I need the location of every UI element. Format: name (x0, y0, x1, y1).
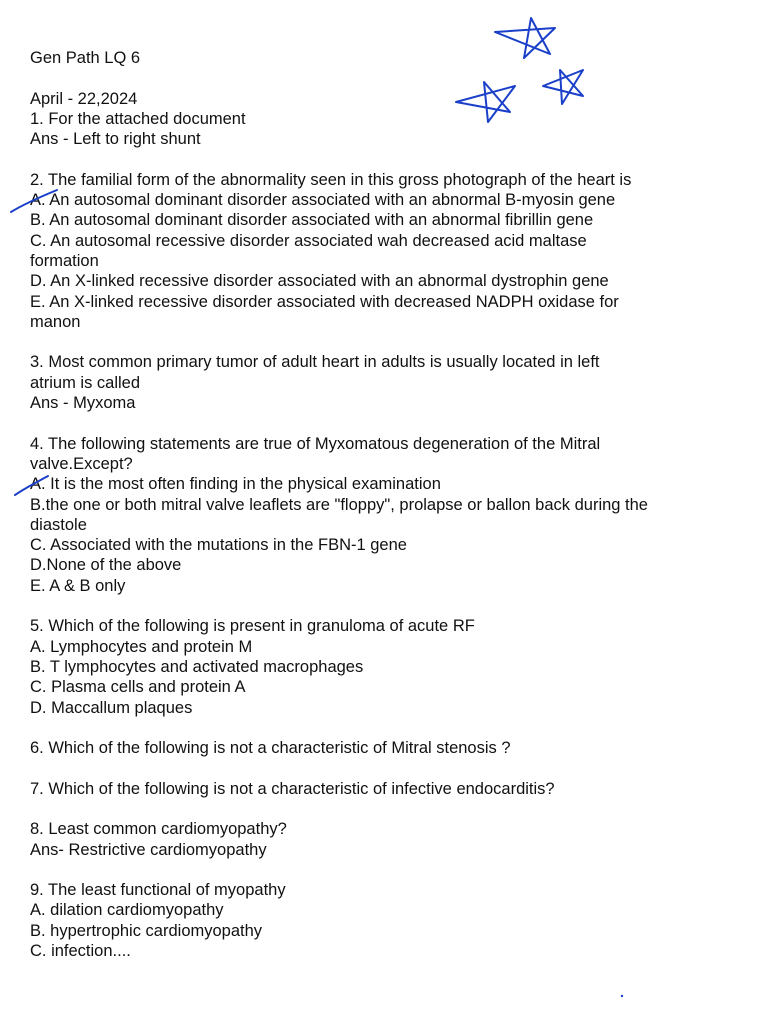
text-line: E. An X-linked recessive disorder associated with decreased NADPH oxidase for (30, 292, 619, 311)
text-line: Ans- Restrictive cardiomyopathy (30, 840, 267, 859)
text-line (30, 758, 750, 778)
text-line: 3. Most common primary tumor of adult heart in adults is usually located in left (30, 353, 600, 372)
text-line: D.None of the above (30, 556, 182, 575)
text-line (30, 596, 750, 616)
text-line: 9. The least functional of myopathy (30, 881, 286, 900)
text-line: atrium is called (30, 373, 141, 392)
text-line: B.the one or both mitral valve leaflets are "floppy", prolapse or ballon back during the (30, 495, 648, 514)
text-line: 1. For the attached document (30, 109, 246, 128)
text-line (30, 718, 750, 738)
text-line: formation (30, 251, 99, 270)
text-line: E. A & B only (30, 576, 126, 595)
text-line: B. T lymphocytes and activated macrophages (30, 657, 364, 676)
text-line: manon (30, 312, 81, 331)
text-line: 2. The familial form of the abnormality seen in this gross photograph of the heart is (30, 170, 632, 189)
document-date: April - 22,2024 (30, 89, 138, 108)
text-line: C. An autosomal recessive disorder associated wah decreased acid maltase (30, 231, 587, 250)
text-line: diastole (30, 515, 87, 534)
text-line: A. dilation cardiomyopathy (30, 901, 224, 920)
text-line (30, 860, 750, 880)
text-line (30, 332, 750, 352)
text-line (30, 149, 750, 169)
text-line: D. An X-linked recessive disorder associated with an abnormal dystrophin gene (30, 272, 609, 291)
text-line: 8. Least common cardiomyopathy? (30, 820, 287, 839)
text-line: A. It is the most often finding in the physical examination (30, 475, 441, 494)
text-line: C. infection.... (30, 942, 131, 961)
text-line: B. hypertrophic cardiomyopathy (30, 921, 263, 940)
text-line: D. Maccallum plaques (30, 698, 193, 717)
text-line: Ans - Myxoma (30, 394, 136, 413)
text-line: B. An autosomal dominant disorder associated with an abnormal fibrillin gene (30, 211, 594, 230)
document-page (30, 48, 750, 961)
text-line: A. Lymphocytes and protein M (30, 637, 253, 656)
text-line: 6. Which of the following is not a characteristic of Mitral stenosis ? (30, 739, 511, 758)
text-line: C. Associated with the mutations in the FBN-1 gene (30, 536, 407, 555)
text-line: 4. The following statements are true of Myxomatous degeneration of the Mitral (30, 434, 601, 453)
text-line: 7. Which of the following is not a characteristic of infective endocarditis? (30, 779, 555, 798)
ink-dot (621, 995, 623, 997)
text-line (30, 799, 750, 819)
text-line: Ans - Left to right shunt (30, 130, 201, 149)
document-title: Gen Path LQ 6 (30, 49, 141, 67)
text-line: 5. Which of the following is present in granuloma of acute RF (30, 617, 475, 636)
spacer (30, 68, 750, 88)
text-line (30, 413, 750, 433)
text-line: C. Plasma cells and protein A (30, 678, 246, 697)
text-line: A. An autosomal dominant disorder associated with an abnormal B-myosin gene (30, 191, 616, 210)
text-line: valve.Except? (30, 454, 133, 473)
